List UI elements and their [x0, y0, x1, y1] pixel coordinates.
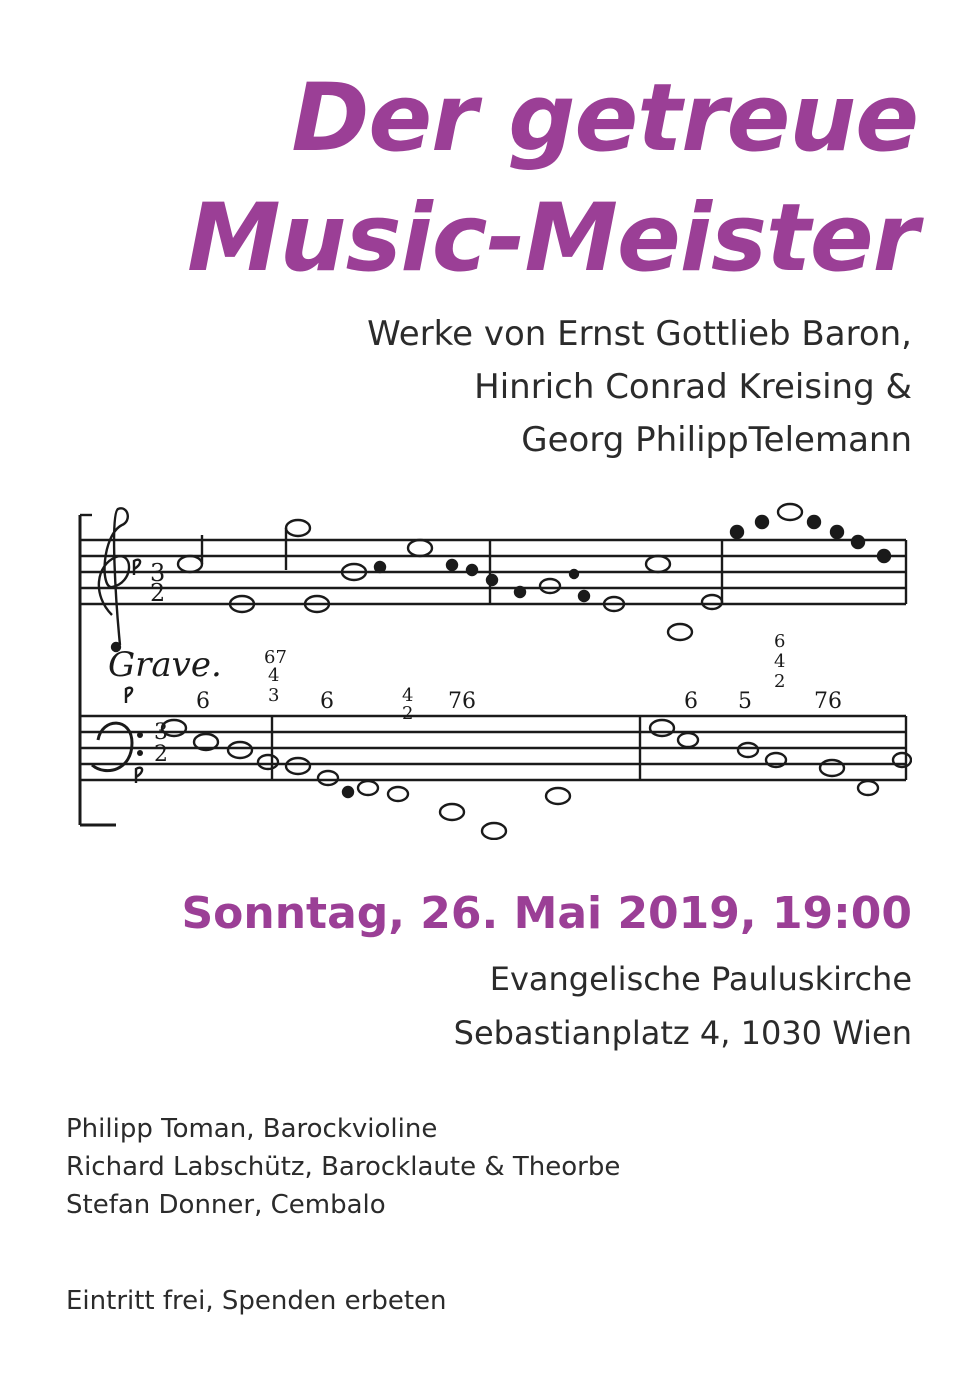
music-score-image — [72, 495, 912, 840]
event-date-time: Sonntag, 26. Mai 2019, 19:00 — [181, 888, 912, 939]
svg-text:76: 76 — [814, 689, 842, 714]
svg-text:5: 5 — [738, 689, 752, 714]
svg-text:6: 6 — [774, 631, 786, 652]
subtitle-line-1: Werke von Ernst Gottlieb Baron, — [367, 314, 912, 354]
performer-1: Philipp Toman, Barockvioline — [66, 1114, 438, 1144]
score-annotations — [108, 559, 842, 767]
venue-address: Sebastianplatz 4, 1030 Wien — [453, 1014, 912, 1052]
svg-text:67: 67 — [264, 647, 287, 668]
subtitle-line-3: Georg PhilippTelemann — [521, 420, 912, 460]
svg-text:3: 3 — [154, 720, 168, 745]
venue-block — [454, 952, 912, 1060]
svg-text:3: 3 — [150, 559, 166, 587]
svg-text:2: 2 — [402, 703, 414, 724]
svg-text:3: 3 — [268, 685, 280, 706]
svg-text:6: 6 — [196, 689, 210, 714]
admission-note: Eintritt frei, Spenden erbeten — [66, 1286, 447, 1316]
title-line-1: Der getreue — [291, 64, 918, 173]
svg-text:4: 4 — [774, 651, 786, 672]
title-line-2: Music-Meister — [187, 184, 918, 293]
svg-text:4: 4 — [402, 685, 414, 706]
svg-text:6: 6 — [684, 689, 698, 714]
performer-3: Stefan Donner, Cembalo — [66, 1190, 386, 1220]
performer-2: Richard Labschütz, Barocklaute & Theorbe — [66, 1152, 621, 1182]
svg-text:4: 4 — [268, 665, 280, 686]
performers-list — [66, 1110, 620, 1224]
svg-text:2: 2 — [774, 671, 786, 692]
tempo-marking: Grave. — [108, 645, 222, 685]
svg-text:76: 76 — [448, 689, 476, 714]
composers-subtitle — [367, 308, 912, 467]
svg-text:6: 6 — [320, 689, 334, 714]
svg-text:2: 2 — [150, 579, 166, 607]
subtitle-line-2: Hinrich Conrad Kreising & — [474, 367, 912, 407]
venue-name: Evangelische Pauluskirche — [489, 960, 912, 998]
svg-text:2: 2 — [154, 742, 168, 767]
